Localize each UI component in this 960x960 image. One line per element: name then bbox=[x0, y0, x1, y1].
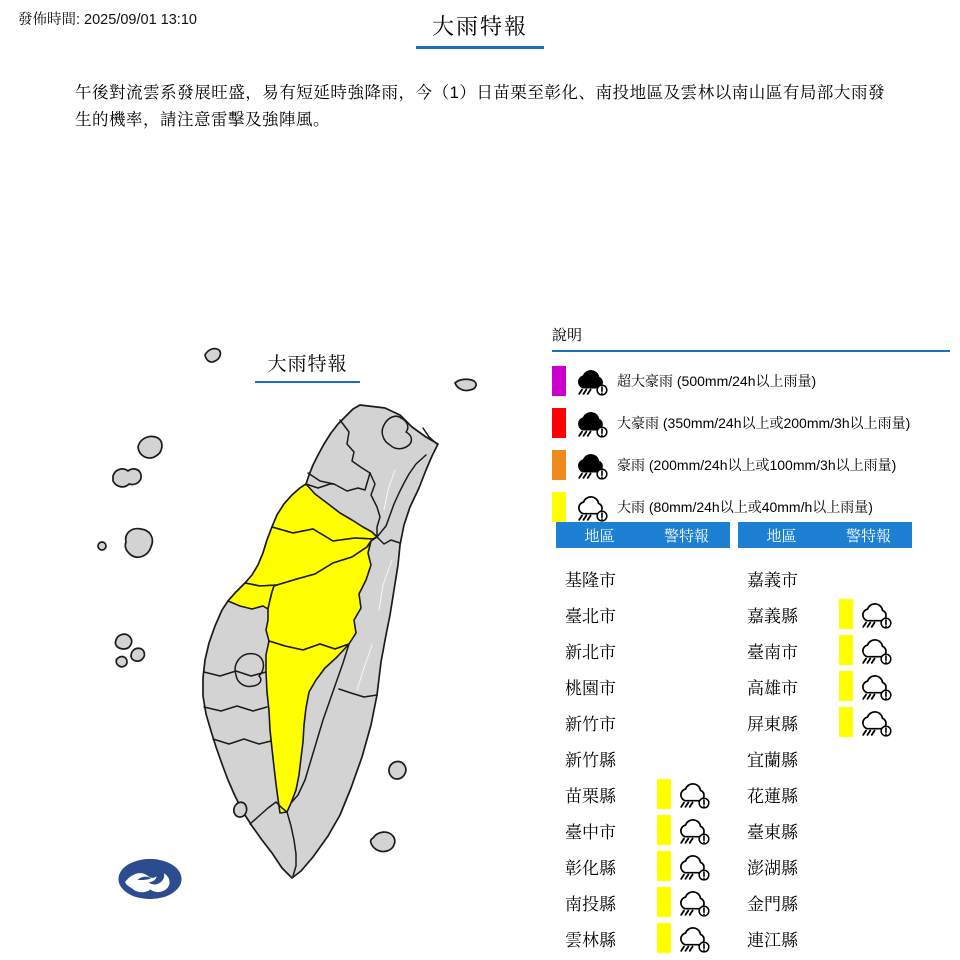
table-row bbox=[556, 776, 730, 812]
region-name: 基隆市 bbox=[565, 570, 616, 590]
table-row bbox=[556, 920, 730, 956]
region-name: 臺北市 bbox=[565, 606, 616, 626]
rain-cloud-outline-icon bbox=[675, 779, 713, 809]
legend-label: 大雨 (80mm/24h以上或40mm/h以上雨量) bbox=[617, 499, 873, 515]
map-island bbox=[234, 802, 247, 817]
legend-label: 豪雨 (200mm/24h以上或100mm/3h以上雨量) bbox=[617, 457, 897, 473]
heavy-rain-color-bar bbox=[839, 599, 853, 629]
rain-cloud-outline-icon bbox=[675, 923, 713, 953]
table-row bbox=[738, 560, 912, 596]
legend-rows bbox=[552, 360, 950, 528]
table-row bbox=[738, 848, 912, 884]
warning-cell bbox=[839, 596, 895, 632]
region-name: 桃園市 bbox=[565, 678, 616, 698]
table-row bbox=[738, 884, 912, 920]
rain-cloud-outline-icon bbox=[857, 635, 895, 665]
heavy-rain-color-bar bbox=[839, 707, 853, 737]
region-name: 屏東縣 bbox=[747, 714, 798, 734]
map-island bbox=[455, 379, 476, 390]
map-island bbox=[125, 529, 152, 558]
table-row bbox=[556, 632, 730, 668]
region-name: 高雄市 bbox=[747, 678, 798, 698]
legend bbox=[552, 324, 950, 528]
page-title: 大雨特報 bbox=[416, 10, 544, 49]
warning-cell bbox=[839, 668, 895, 704]
table-row bbox=[556, 740, 730, 776]
heavy-rain-color-bar bbox=[839, 671, 853, 701]
legend-color-swatch bbox=[552, 492, 566, 522]
warning-cell bbox=[657, 776, 713, 812]
heavy-rain-color-bar bbox=[839, 635, 853, 665]
rain-cloud-outline-icon bbox=[675, 815, 713, 845]
map-island bbox=[389, 762, 406, 780]
table-row bbox=[556, 884, 730, 920]
table-row bbox=[556, 560, 730, 596]
publish-time: 發佈時間: 2025/09/01 13:10 bbox=[18, 12, 197, 28]
table-header bbox=[556, 522, 730, 548]
region-name: 嘉義市 bbox=[747, 570, 798, 590]
warning-cell bbox=[657, 920, 713, 956]
page-title-wrap bbox=[0, 10, 960, 49]
table-rows bbox=[556, 560, 730, 956]
warning-cell bbox=[657, 884, 713, 920]
table-row bbox=[556, 596, 730, 632]
rain-cloud-outline-icon bbox=[857, 707, 895, 737]
table-row bbox=[738, 668, 912, 704]
table-row bbox=[556, 704, 730, 740]
rain-cloud-outline-icon bbox=[857, 599, 895, 629]
map-island bbox=[115, 634, 131, 649]
region-name: 嘉義縣 bbox=[747, 606, 798, 626]
region-name: 雲林縣 bbox=[565, 930, 616, 950]
region-name: 新竹市 bbox=[565, 714, 616, 734]
warning-cell bbox=[839, 704, 895, 740]
map-island bbox=[371, 832, 395, 851]
heavy-rain-color-bar bbox=[657, 851, 671, 881]
region-name: 新北市 bbox=[565, 642, 616, 662]
region-name: 宜蘭縣 bbox=[747, 750, 798, 770]
rain-cloud-black-icon bbox=[573, 450, 611, 480]
heavy-rain-color-bar bbox=[657, 887, 671, 917]
region-name: 新竹縣 bbox=[565, 750, 616, 770]
map-island bbox=[113, 469, 141, 487]
legend-label: 超大豪雨 (500mm/24h以上雨量) bbox=[617, 373, 817, 389]
region-name: 彰化縣 bbox=[565, 858, 616, 878]
rain-cloud-outline-icon bbox=[857, 671, 895, 701]
map-label: 大雨特報 bbox=[255, 349, 359, 383]
legend-color-swatch bbox=[552, 366, 566, 396]
table-row bbox=[556, 668, 730, 704]
map-island bbox=[138, 436, 162, 458]
legend-title: 說明 bbox=[552, 324, 950, 352]
map-label-wrap bbox=[225, 349, 390, 383]
map-island bbox=[98, 542, 106, 550]
warning-table-right bbox=[738, 522, 912, 956]
region-name: 臺東縣 bbox=[747, 822, 798, 842]
region-name: 連江縣 bbox=[747, 930, 798, 950]
cwb-logo bbox=[116, 857, 184, 901]
table-row bbox=[738, 812, 912, 848]
table-row bbox=[738, 632, 912, 668]
rain-cloud-outline-icon bbox=[675, 851, 713, 881]
heavy-rain-color-bar bbox=[657, 923, 671, 953]
legend-color-swatch bbox=[552, 408, 566, 438]
map-island bbox=[131, 648, 144, 661]
table-row bbox=[738, 920, 912, 956]
region-column-header: 地區 bbox=[584, 527, 615, 545]
warning-column-header: 警特報 bbox=[663, 527, 709, 545]
table-row bbox=[738, 596, 912, 632]
rain-cloud-black-icon bbox=[573, 366, 611, 396]
region-name: 臺中市 bbox=[565, 822, 616, 842]
warning-cell bbox=[657, 848, 713, 884]
warning-cell bbox=[657, 812, 713, 848]
advisory-description: 午後對流雲系發展旺盛，易有短延時強降雨，今（1）日苗栗至彰化、南投地區及雲林以南山區有局部大雨發生的機率，請注意雷擊及強陣風。 bbox=[75, 84, 885, 129]
legend-item bbox=[552, 402, 950, 444]
table-header bbox=[738, 522, 912, 548]
table-row bbox=[556, 812, 730, 848]
table-rows bbox=[738, 560, 912, 956]
warning-table-left bbox=[556, 522, 730, 956]
table-row bbox=[738, 776, 912, 812]
rain-cloud-outline-icon bbox=[573, 492, 611, 522]
region-name: 澎湖縣 bbox=[747, 858, 798, 878]
region-name: 苗栗縣 bbox=[565, 786, 616, 806]
legend-item bbox=[552, 444, 950, 486]
heavy-rain-color-bar bbox=[657, 815, 671, 845]
rain-cloud-outline-icon bbox=[675, 887, 713, 917]
legend-item bbox=[552, 360, 950, 402]
warning-column-header: 警特報 bbox=[845, 527, 891, 545]
region-name: 金門縣 bbox=[747, 894, 798, 914]
rain-cloud-black-icon bbox=[573, 408, 611, 438]
region-name: 南投縣 bbox=[565, 894, 616, 914]
table-row bbox=[738, 704, 912, 740]
region-name: 花蓮縣 bbox=[747, 786, 798, 806]
region-name: 臺南市 bbox=[747, 642, 798, 662]
legend-color-swatch bbox=[552, 450, 566, 480]
table-row bbox=[738, 740, 912, 776]
warning-cell bbox=[839, 632, 895, 668]
legend-label: 大豪雨 (350mm/24h以上或200mm/3h以上雨量) bbox=[617, 415, 911, 431]
map-island bbox=[205, 349, 220, 362]
region-column-header: 地區 bbox=[766, 527, 797, 545]
table-row bbox=[556, 848, 730, 884]
map-island bbox=[116, 657, 127, 667]
heavy-rain-color-bar bbox=[657, 779, 671, 809]
